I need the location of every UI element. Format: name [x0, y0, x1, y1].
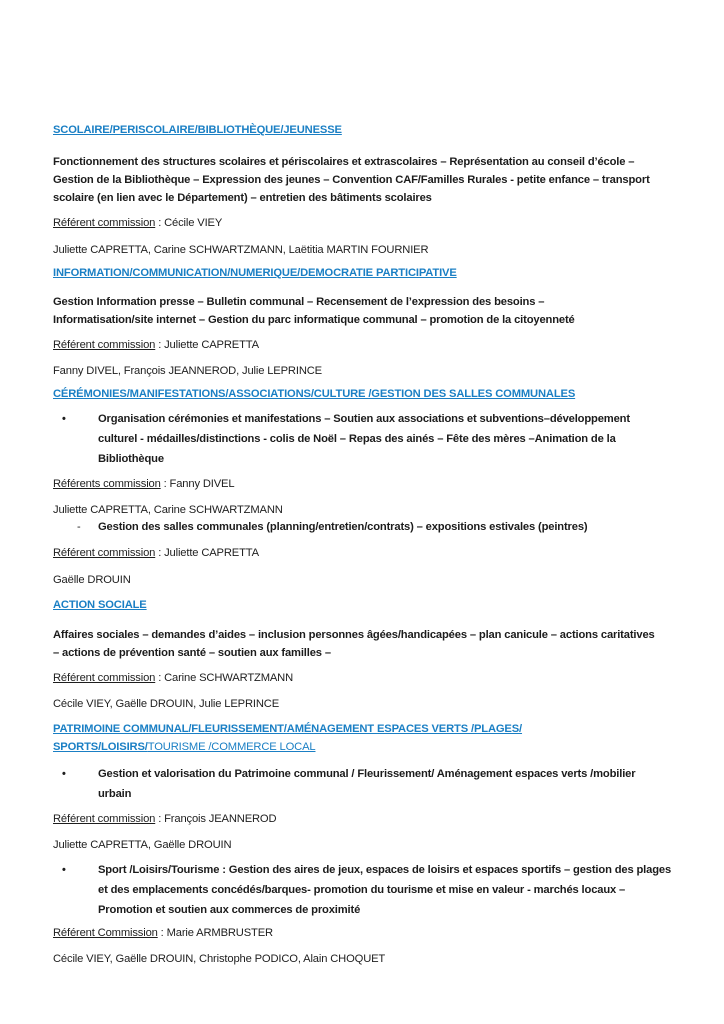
- section-heading-scolaire: SCOLAIRE/PERISCOLAIRE/BIBLIOTHÈQUE/JEUNESSE: [53, 124, 342, 136]
- members-line: Juliette CAPRETTA, Gaëlle DROUIN: [53, 839, 232, 851]
- referent-label: Référents commission: [53, 478, 161, 490]
- bullet-line: et des emplacements concédés/barques- promotion du tourisme et mise en valeur - marchés locaux –: [98, 884, 626, 896]
- bullet-line: Promotion et soutien aux commerces de proximité: [98, 904, 361, 916]
- referent-label: Référent commission: [53, 672, 156, 684]
- referent-name: : Marie ARMBRUSTER: [157, 927, 273, 939]
- section-heading-patrimoine-line2: [53, 737, 316, 757]
- dash-icon: -: [77, 521, 81, 533]
- section-heading-action-sociale: ACTION SOCIALE: [53, 599, 147, 611]
- referent-label: Référent commission: [53, 339, 156, 351]
- members-line: Gaëlle DROUIN: [53, 574, 131, 586]
- section-description-line: Affaires sociales – demandes d’aides – inclusion personnes âgées/handicapées – plan canicule – actions caritatives: [53, 629, 655, 641]
- heading-part-bold: SPORTS/LOISIRS/: [53, 741, 148, 753]
- section-heading-ceremonies: CÉRÉMONIES/MANIFESTATIONS/ASSOCIATIONS/CULTURE /GESTION DES SALLES COMMUNALES: [53, 388, 576, 400]
- section-description-line: Gestion de la Bibliothèque – Expression des jeunes – Convention CAF/Familles Rurales - petite enfance – transport: [53, 174, 650, 186]
- referent-label: Référent commission: [53, 813, 156, 825]
- bullet-line: Gestion et valorisation du Patrimoine communal / Fleurissement/ Aménagement espaces verts /mobilier: [98, 768, 636, 780]
- members-line: Cécile VIEY, Gaëlle DROUIN, Christophe PODICO, Alain CHOQUET: [53, 953, 386, 965]
- bullet-icon: •: [62, 768, 66, 780]
- referent-line: [53, 809, 276, 829]
- bullet-item: [98, 409, 630, 469]
- section-description-line: – actions de prévention santé – soutien aux familles –: [53, 647, 331, 659]
- referent-name: : Juliette CAPRETTA: [155, 339, 259, 351]
- section-description-line: scolaire (en lien avec le Département) – entretien des bâtiments scolaires: [53, 192, 432, 204]
- section-heading-patrimoine: PATRIMOINE COMMUNAL/FLEURISSEMENT/AMÉNAGEMENT ESPACES VERTS /PLAGES/: [53, 723, 523, 735]
- members-line: Juliette CAPRETTA, Carine SCHWARTZMANN, Laëtitia MARTIN FOURNIER: [53, 244, 429, 256]
- referent-name: : Cécile VIEY: [155, 217, 223, 229]
- referent-label: Référent commission: [53, 217, 156, 229]
- referent-label: Référent Commission: [53, 927, 158, 939]
- bullet-line: urbain: [98, 788, 132, 800]
- section-description-line: Gestion Information presse – Bulletin communal – Recensement de l’expression des besoins –: [53, 296, 545, 308]
- bullet-line: Bibliothèque: [98, 453, 164, 465]
- bullet-item: [98, 764, 635, 804]
- bullet-line: Organisation cérémonies et manifestations – Soutien aux associations et subventions–développement: [98, 413, 630, 425]
- referent-name: : Juliette CAPRETTA: [155, 547, 259, 559]
- referent-name: : François JEANNEROD: [155, 813, 277, 825]
- bullet-line: culturel - médailles/distinctions - colis de Noël – Repas des ainés – Fête des mères –Animation de la: [98, 433, 616, 445]
- referent-line: [53, 474, 234, 494]
- heading-part-light: TOURISME /COMMERCE LOCAL: [147, 741, 316, 753]
- referent-line: [53, 923, 273, 943]
- section-description-line: Informatisation/site internet – Gestion du parc informatique communal – promotion de la citoyenneté: [53, 314, 575, 326]
- section-description-line: Fonctionnement des structures scolaires et périscolaires et extrascolaires – Représentation au conseil d’école –: [53, 156, 635, 168]
- referent-name: : Carine SCHWARTZMANN: [155, 672, 294, 684]
- referent-line: [53, 543, 259, 563]
- referent-line: [53, 213, 222, 233]
- referent-name: : Fanny DIVEL: [160, 478, 235, 490]
- referent-label: Référent commission: [53, 547, 156, 559]
- members-line: Fanny DIVEL, François JEANNEROD, Julie LEPRINCE: [53, 365, 322, 377]
- members-line: Juliette CAPRETTA, Carine SCHWARTZMANN: [53, 504, 283, 516]
- bullet-icon: •: [62, 413, 66, 425]
- sub-item-text: Gestion des salles communales (planning/entretien/contrats) – expositions estivales (peintres): [98, 521, 588, 533]
- members-line: Cécile VIEY, Gaëlle DROUIN, Julie LEPRINCE: [53, 698, 280, 710]
- referent-line: [53, 668, 293, 688]
- bullet-item: [98, 860, 671, 920]
- section-heading-information: INFORMATION/COMMUNICATION/NUMERIQUE/DEMOCRATIE PARTICIPATIVE: [53, 267, 457, 279]
- referent-line: [53, 335, 259, 355]
- bullet-icon: •: [62, 864, 66, 876]
- bullet-line: Sport /Loisirs/Tourisme : Gestion des aires de jeux, espaces de loisirs et espaces sportifs – gestion des plages: [98, 864, 672, 876]
